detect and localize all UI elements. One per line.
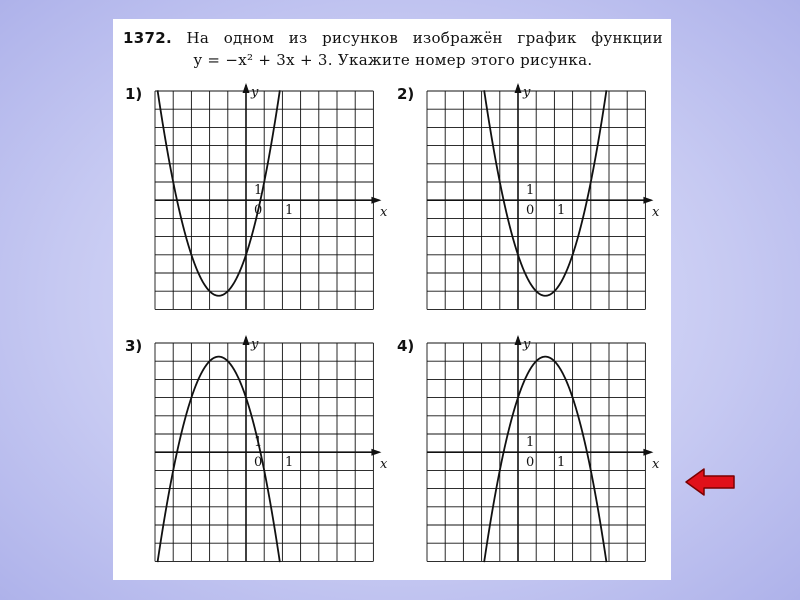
x-unit-label: 1 (285, 455, 294, 470)
parabola-curve (484, 90, 606, 295)
x-axis-label: x (380, 205, 388, 220)
y-axis-label: y (251, 85, 259, 100)
x-unit-label: 1 (557, 455, 566, 470)
x-unit-label: 1 (285, 203, 294, 218)
y-axis-label: y (251, 337, 259, 352)
x-unit-label: 1 (557, 203, 566, 218)
origin-label: 0 (526, 203, 535, 218)
problem-line-2: y = −x² + 3x + 3. Укажите номер этого рисунка. (193, 51, 593, 69)
y-axis-arrow-icon (515, 83, 522, 93)
parabola-curve (484, 357, 606, 562)
y-axis-arrow-icon (243, 83, 250, 93)
origin-label: 0 (254, 203, 263, 218)
graph-4 (421, 335, 683, 571)
y-axis-arrow-icon (515, 335, 522, 345)
back-arrow-button[interactable] (684, 466, 736, 498)
x-axis-label: x (652, 457, 660, 472)
problem-statement (123, 27, 663, 71)
left-arrow-icon (684, 466, 736, 498)
y-unit-label: 1 (254, 435, 263, 450)
textbook-page (113, 19, 671, 580)
panel-label: 2) (397, 85, 415, 103)
y-axis-label: y (523, 85, 531, 100)
x-axis-arrow-icon (371, 449, 381, 456)
y-unit-label: 1 (526, 183, 535, 198)
x-axis-arrow-icon (643, 197, 653, 204)
problem-number: 1372. (123, 29, 172, 47)
graph-2 (421, 83, 683, 319)
problem-line-1 (123, 27, 663, 49)
panel-label: 3) (125, 337, 143, 355)
y-axis-label: y (523, 337, 531, 352)
x-axis-label: x (380, 457, 388, 472)
x-axis-arrow-icon (643, 449, 653, 456)
origin-label: 0 (254, 455, 263, 470)
y-axis-arrow-icon (243, 335, 250, 345)
panel-label: 1) (125, 85, 143, 103)
y-unit-label: 1 (526, 435, 535, 450)
graph-3 (149, 335, 411, 571)
panel-label: 4) (397, 337, 415, 355)
graph-1 (149, 83, 411, 319)
problem-text: На одном из рисунков изображён график функции (186, 29, 663, 47)
x-axis-label: x (652, 205, 660, 220)
x-axis-arrow-icon (371, 197, 381, 204)
y-unit-label: 1 (254, 183, 263, 198)
origin-label: 0 (526, 455, 535, 470)
